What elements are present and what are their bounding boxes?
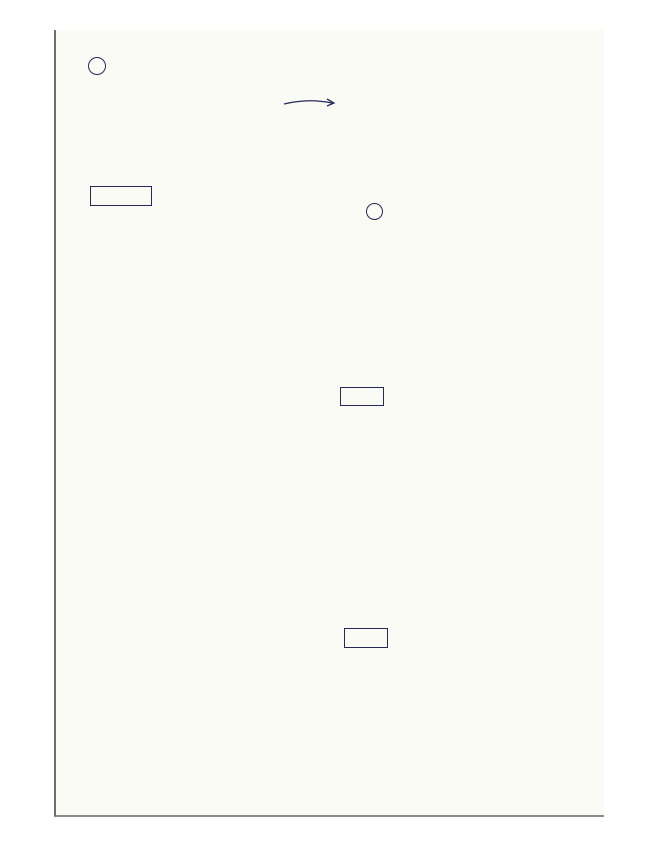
item-b-circle — [88, 57, 106, 75]
standard-form-arrow — [282, 96, 338, 108]
phase2-box — [344, 628, 388, 648]
phase1-box — [90, 186, 152, 206]
notebook-page — [54, 30, 604, 817]
phase1-c-box — [340, 387, 384, 406]
item-c-circle — [366, 203, 383, 220]
